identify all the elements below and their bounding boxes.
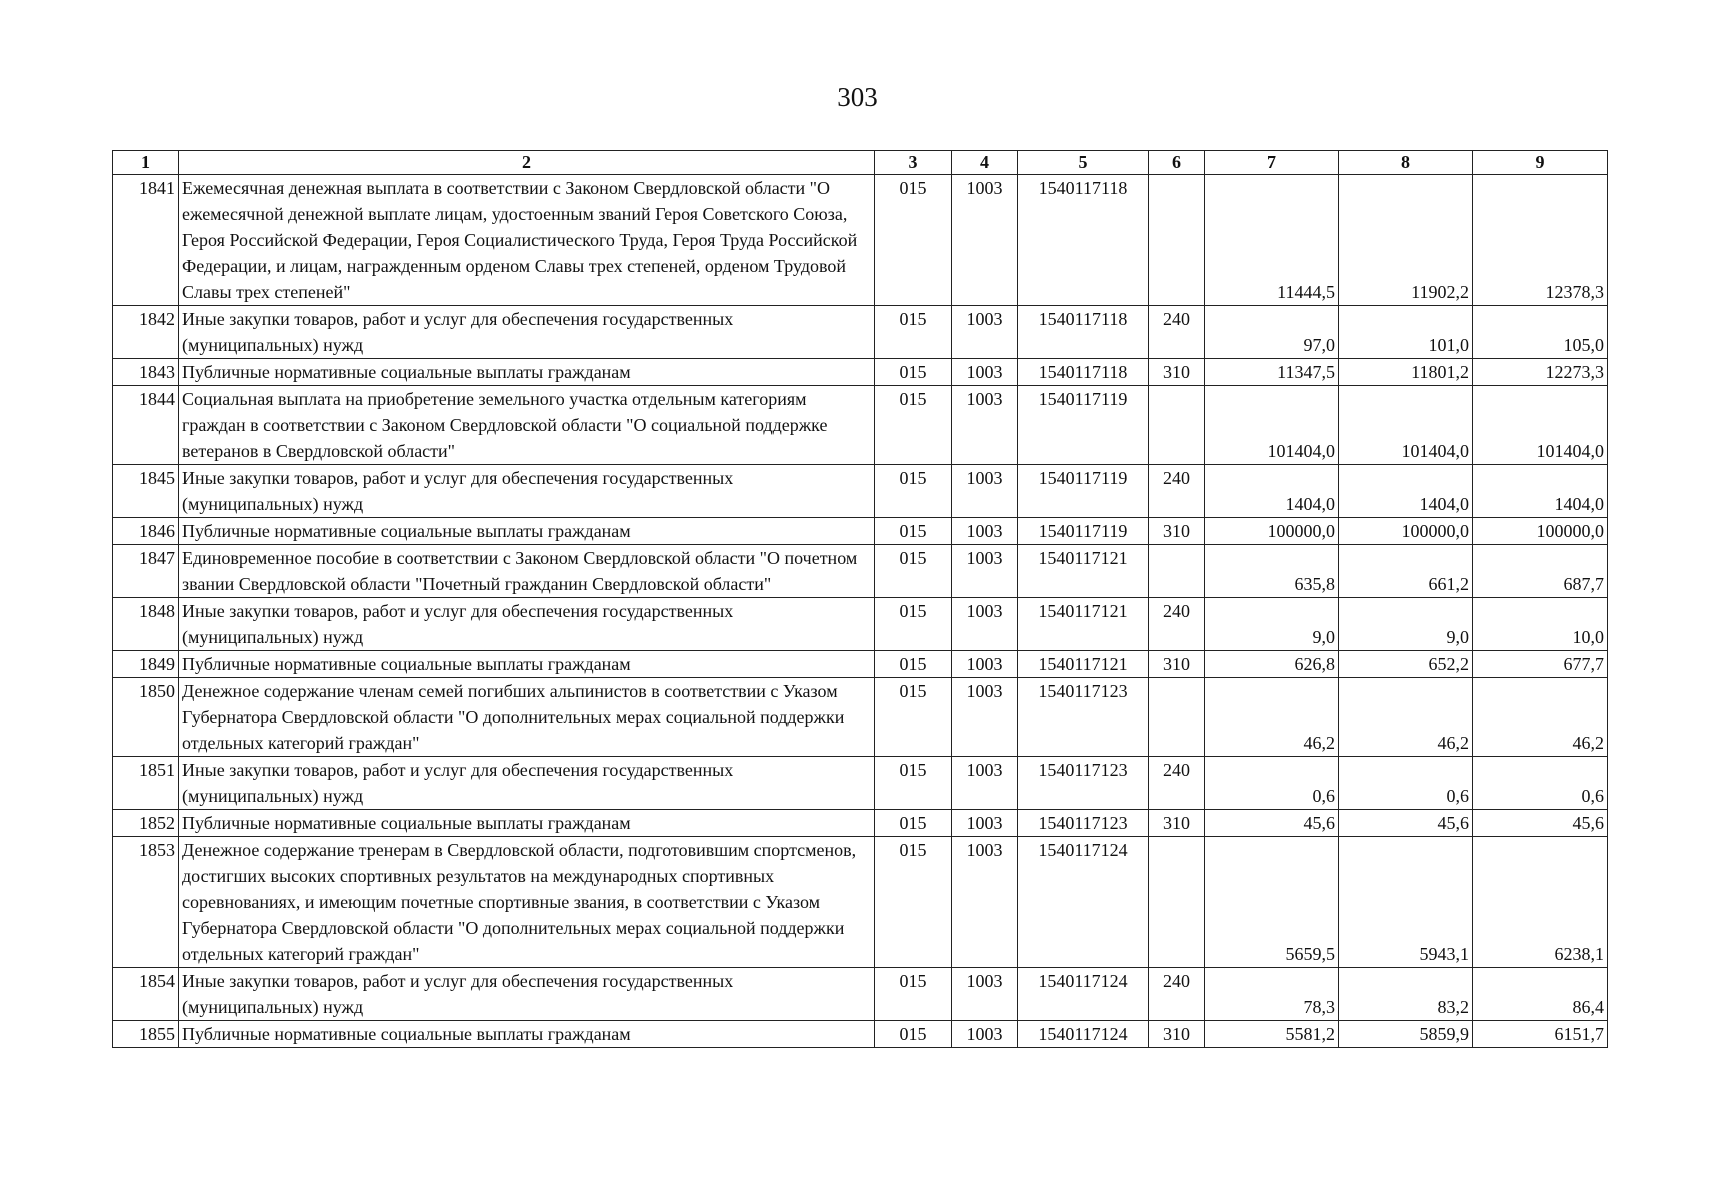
row-number: 1851 <box>113 757 179 810</box>
value-col8: 11902,2 <box>1339 175 1473 306</box>
code-col4: 1003 <box>952 545 1018 598</box>
budget-table <box>112 150 1608 1048</box>
code-col3: 015 <box>875 1021 952 1048</box>
code-col4: 1003 <box>952 386 1018 465</box>
code-col3: 015 <box>875 465 952 518</box>
code-col3: 015 <box>875 175 952 306</box>
value-col8: 83,2 <box>1339 968 1473 1021</box>
code-col6: 240 <box>1149 306 1205 359</box>
row-name: Единовременное пособие в соответствии с Законом Свердловской области "О почетном звании Свердловской области "Почетный гражданин Свердловской области" <box>179 545 875 598</box>
code-col6: 240 <box>1149 598 1205 651</box>
code-col5: 1540117119 <box>1018 518 1149 545</box>
code-col4: 1003 <box>952 598 1018 651</box>
code-col5: 1540117124 <box>1018 1021 1149 1048</box>
value-col7: 0,6 <box>1205 757 1339 810</box>
value-col9: 1404,0 <box>1473 465 1608 518</box>
code-col5: 1540117124 <box>1018 837 1149 968</box>
value-col8: 5943,1 <box>1339 837 1473 968</box>
code-col6: 310 <box>1149 1021 1205 1048</box>
code-col5: 1540117118 <box>1018 359 1149 386</box>
code-col3: 015 <box>875 968 952 1021</box>
row-number: 1854 <box>113 968 179 1021</box>
value-col9: 10,0 <box>1473 598 1608 651</box>
code-col5: 1540117119 <box>1018 465 1149 518</box>
value-col8: 100000,0 <box>1339 518 1473 545</box>
code-col6: 240 <box>1149 465 1205 518</box>
code-col5: 1540117118 <box>1018 306 1149 359</box>
value-col9: 6151,7 <box>1473 1021 1608 1048</box>
table-row <box>113 837 1608 968</box>
table-row <box>113 359 1608 386</box>
code-col6: 310 <box>1149 359 1205 386</box>
value-col7: 97,0 <box>1205 306 1339 359</box>
code-col4: 1003 <box>952 757 1018 810</box>
row-number: 1855 <box>113 1021 179 1048</box>
column-header-3: 3 <box>875 151 952 175</box>
code-col3: 015 <box>875 810 952 837</box>
value-col9: 101404,0 <box>1473 386 1608 465</box>
row-number: 1845 <box>113 465 179 518</box>
row-number: 1853 <box>113 837 179 968</box>
column-header-4: 4 <box>952 151 1018 175</box>
value-col7: 101404,0 <box>1205 386 1339 465</box>
value-col7: 9,0 <box>1205 598 1339 651</box>
value-col8: 652,2 <box>1339 651 1473 678</box>
row-name: Публичные нормативные социальные выплаты гражданам <box>179 651 875 678</box>
table-row <box>113 1021 1608 1048</box>
column-header-9: 9 <box>1473 151 1608 175</box>
header-row <box>113 151 1608 175</box>
code-col3: 015 <box>875 678 952 757</box>
column-header-1: 1 <box>113 151 179 175</box>
row-number: 1852 <box>113 810 179 837</box>
row-name: Иные закупки товаров, работ и услуг для обеспечения государственных (муниципальных) нужд <box>179 968 875 1021</box>
row-name: Иные закупки товаров, работ и услуг для обеспечения государственных (муниципальных) нужд <box>179 598 875 651</box>
value-col8: 46,2 <box>1339 678 1473 757</box>
code-col5: 1540117121 <box>1018 651 1149 678</box>
table-row <box>113 598 1608 651</box>
value-col9: 46,2 <box>1473 678 1608 757</box>
column-header-5: 5 <box>1018 151 1149 175</box>
row-name: Иные закупки товаров, работ и услуг для обеспечения государственных (муниципальных) нужд <box>179 465 875 518</box>
row-number: 1844 <box>113 386 179 465</box>
table-row <box>113 545 1608 598</box>
value-col8: 9,0 <box>1339 598 1473 651</box>
value-col9: 677,7 <box>1473 651 1608 678</box>
value-col7: 11347,5 <box>1205 359 1339 386</box>
column-header-7: 7 <box>1205 151 1339 175</box>
code-col4: 1003 <box>952 968 1018 1021</box>
code-col5: 1540117121 <box>1018 545 1149 598</box>
code-col4: 1003 <box>952 175 1018 306</box>
row-number: 1842 <box>113 306 179 359</box>
row-name: Денежное содержание членам семей погибших альпинистов в соответствии с Указом Губернатора Свердловской области "О дополнительных мерах социальной поддержки отдельных категорий граждан" <box>179 678 875 757</box>
code-col6 <box>1149 678 1205 757</box>
value-col7: 5581,2 <box>1205 1021 1339 1048</box>
table-row <box>113 518 1608 545</box>
row-number: 1846 <box>113 518 179 545</box>
value-col7: 78,3 <box>1205 968 1339 1021</box>
page-number: 303 <box>837 82 878 112</box>
row-number: 1841 <box>113 175 179 306</box>
code-col5: 1540117123 <box>1018 678 1149 757</box>
code-col5: 1540117118 <box>1018 175 1149 306</box>
code-col4: 1003 <box>952 837 1018 968</box>
value-col7: 46,2 <box>1205 678 1339 757</box>
value-col9: 6238,1 <box>1473 837 1608 968</box>
code-col3: 015 <box>875 518 952 545</box>
code-col4: 1003 <box>952 1021 1018 1048</box>
row-number: 1848 <box>113 598 179 651</box>
row-number: 1850 <box>113 678 179 757</box>
code-col3: 015 <box>875 545 952 598</box>
table-row <box>113 810 1608 837</box>
value-col7: 635,8 <box>1205 545 1339 598</box>
value-col9: 12378,3 <box>1473 175 1608 306</box>
code-col6: 310 <box>1149 651 1205 678</box>
code-col5: 1540117123 <box>1018 810 1149 837</box>
value-col9: 105,0 <box>1473 306 1608 359</box>
code-col6 <box>1149 386 1205 465</box>
code-col3: 015 <box>875 359 952 386</box>
table-row <box>113 651 1608 678</box>
code-col4: 1003 <box>952 518 1018 545</box>
table-row <box>113 386 1608 465</box>
value-col7: 1404,0 <box>1205 465 1339 518</box>
row-name: Денежное содержание тренерам в Свердловской области, подготовившим спортсменов, достигших высоких спортивных результатов на международных спортивных соревнованиях, и имеющим почетные спортивные звания, в соответствии с Указом Губернатора Свердловской области "О дополнительных мерах социальной поддержки отдельных категорий граждан" <box>179 837 875 968</box>
code-col6 <box>1149 175 1205 306</box>
code-col3: 015 <box>875 306 952 359</box>
row-name: Публичные нормативные социальные выплаты гражданам <box>179 359 875 386</box>
value-col9: 86,4 <box>1473 968 1608 1021</box>
table-row <box>113 678 1608 757</box>
code-col6: 310 <box>1149 810 1205 837</box>
code-col3: 015 <box>875 386 952 465</box>
value-col9: 12273,3 <box>1473 359 1608 386</box>
table-row <box>113 175 1608 306</box>
column-header-8: 8 <box>1339 151 1473 175</box>
value-col8: 101,0 <box>1339 306 1473 359</box>
column-header-6: 6 <box>1149 151 1205 175</box>
value-col8: 101404,0 <box>1339 386 1473 465</box>
code-col3: 015 <box>875 598 952 651</box>
code-col3: 015 <box>875 651 952 678</box>
table-row <box>113 306 1608 359</box>
row-name: Публичные нормативные социальные выплаты гражданам <box>179 518 875 545</box>
code-col4: 1003 <box>952 651 1018 678</box>
value-col9: 0,6 <box>1473 757 1608 810</box>
value-col8: 5859,9 <box>1339 1021 1473 1048</box>
code-col4: 1003 <box>952 465 1018 518</box>
code-col5: 1540117121 <box>1018 598 1149 651</box>
value-col7: 45,6 <box>1205 810 1339 837</box>
code-col3: 015 <box>875 837 952 968</box>
value-col9: 45,6 <box>1473 810 1608 837</box>
value-col8: 661,2 <box>1339 545 1473 598</box>
row-name: Публичные нормативные социальные выплаты гражданам <box>179 1021 875 1048</box>
value-col7: 5659,5 <box>1205 837 1339 968</box>
row-number: 1849 <box>113 651 179 678</box>
code-col6: 240 <box>1149 968 1205 1021</box>
code-col5: 1540117124 <box>1018 968 1149 1021</box>
code-col4: 1003 <box>952 678 1018 757</box>
value-col7: 626,8 <box>1205 651 1339 678</box>
value-col8: 1404,0 <box>1339 465 1473 518</box>
code-col6: 310 <box>1149 518 1205 545</box>
row-name: Публичные нормативные социальные выплаты гражданам <box>179 810 875 837</box>
column-header-2: 2 <box>179 151 875 175</box>
code-col4: 1003 <box>952 810 1018 837</box>
code-col5: 1540117123 <box>1018 757 1149 810</box>
code-col6: 240 <box>1149 757 1205 810</box>
value-col7: 11444,5 <box>1205 175 1339 306</box>
row-number: 1847 <box>113 545 179 598</box>
value-col9: 100000,0 <box>1473 518 1608 545</box>
row-name: Иные закупки товаров, работ и услуг для обеспечения государственных (муниципальных) нужд <box>179 757 875 810</box>
row-name: Иные закупки товаров, работ и услуг для обеспечения государственных (муниципальных) нужд <box>179 306 875 359</box>
code-col6 <box>1149 545 1205 598</box>
value-col8: 11801,2 <box>1339 359 1473 386</box>
row-name: Ежемесячная денежная выплата в соответствии с Законом Свердловской области "О ежемесячной денежной выплате лицам, удостоенным званий Героя Советского Союза, Героя Российской Федерации, Героя Социалистического Труда, Героя Труда Российской Федерации, и лицам, награжденным орденом Славы трех степеней, орденом Трудовой Славы трех степеней" <box>179 175 875 306</box>
row-number: 1843 <box>113 359 179 386</box>
value-col7: 100000,0 <box>1205 518 1339 545</box>
code-col5: 1540117119 <box>1018 386 1149 465</box>
value-col8: 0,6 <box>1339 757 1473 810</box>
code-col3: 015 <box>875 757 952 810</box>
code-col6 <box>1149 837 1205 968</box>
value-col8: 45,6 <box>1339 810 1473 837</box>
value-col9: 687,7 <box>1473 545 1608 598</box>
table-row <box>113 465 1608 518</box>
code-col4: 1003 <box>952 359 1018 386</box>
code-col4: 1003 <box>952 306 1018 359</box>
row-name: Социальная выплата на приобретение земельного участка отдельным категориям граждан в соответствии с Законом Свердловской области "О социальной поддержке ветеранов в Свердловской области" <box>179 386 875 465</box>
table-row <box>113 968 1608 1021</box>
table-row <box>113 757 1608 810</box>
